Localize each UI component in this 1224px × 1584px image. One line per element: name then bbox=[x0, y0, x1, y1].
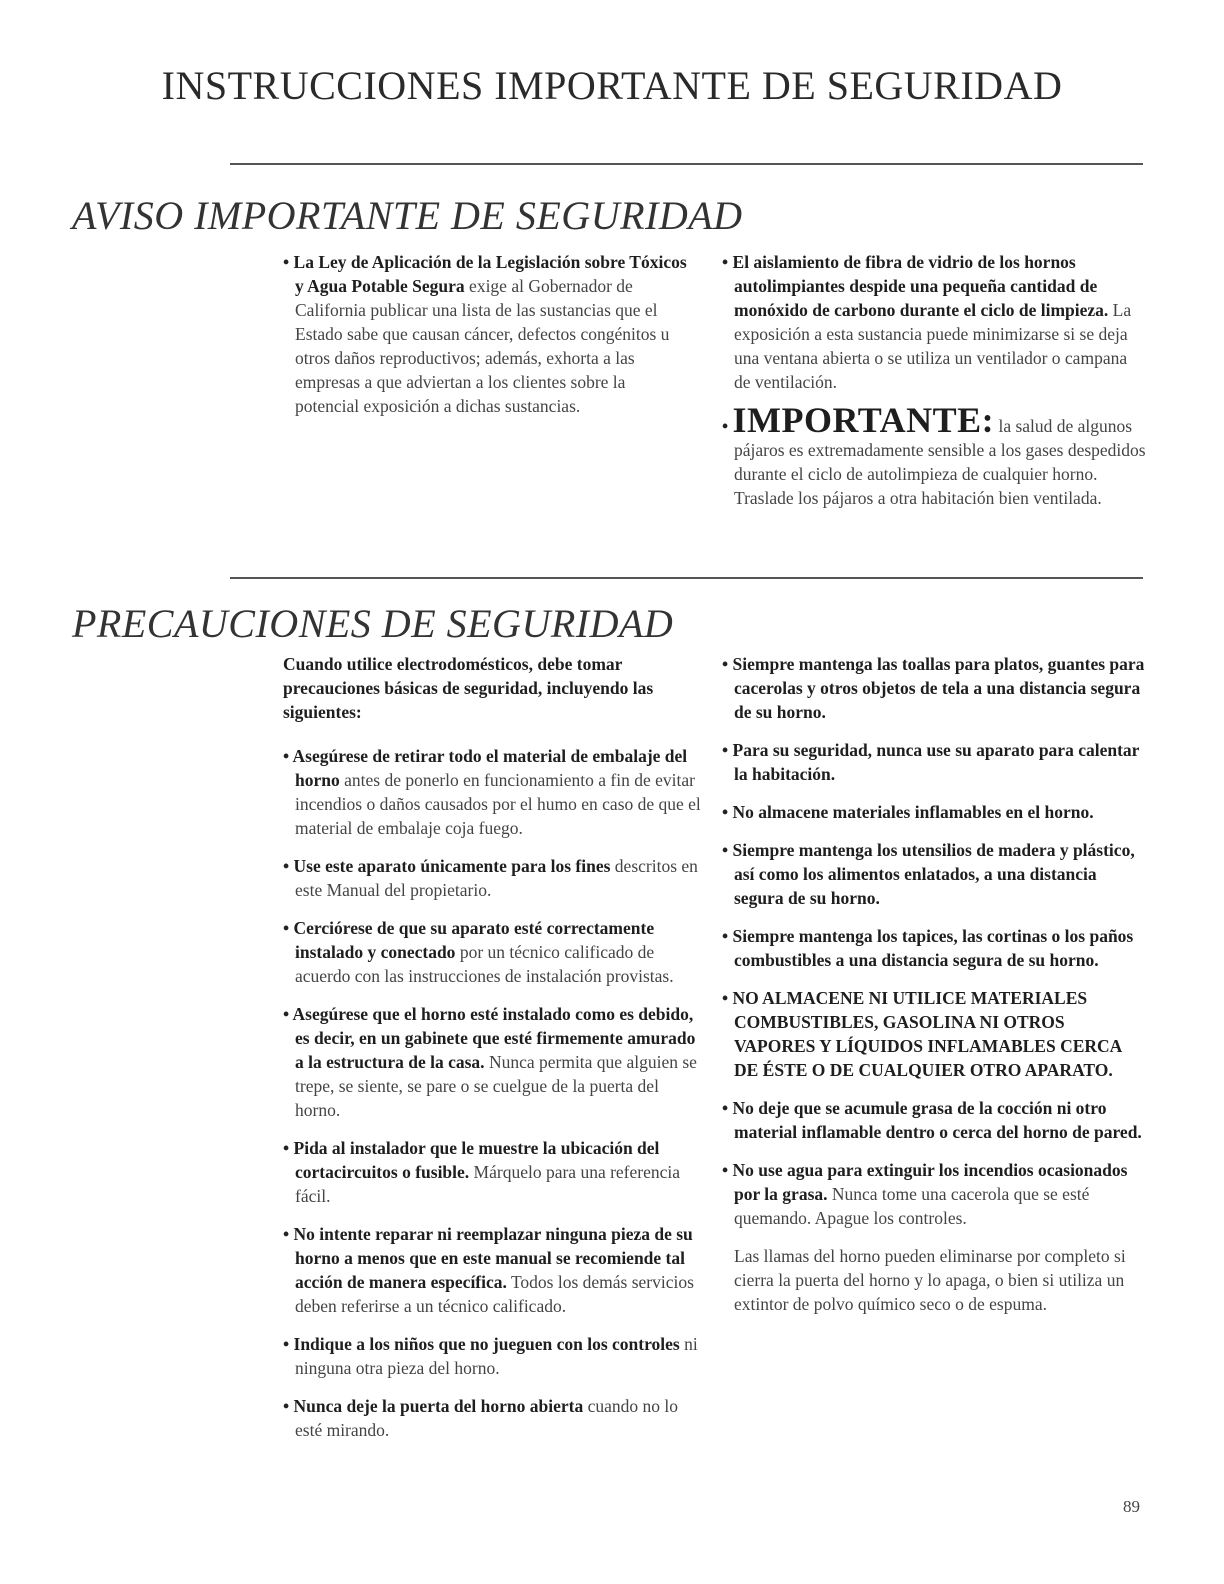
precaution-item bbox=[283, 916, 703, 988]
aviso-right-column bbox=[722, 250, 1147, 524]
precaution-bold: No use agua para extinguir los incendios ocasionados por la grasa. bbox=[732, 1160, 1128, 1204]
precauciones-section-title: PRECAUCIONES DE SEGURIDAD bbox=[72, 601, 674, 646]
precaution-text: antes de ponerlo en funcionamiento a fin de evitar incendios o daños causados por el humo en caso de que el material de embalaje coja fuego. bbox=[295, 770, 701, 838]
precaution-bold: Cerciórese de que su aparato esté correctamente instalado y conectado bbox=[293, 918, 655, 962]
precaution-bold: Nunca deje la puerta del horno abierta bbox=[293, 1396, 584, 1416]
precaution-item bbox=[283, 1394, 703, 1442]
precaution-bold: No almacene materiales inflamables en el horno. bbox=[732, 802, 1094, 822]
precaution-item bbox=[722, 1096, 1147, 1144]
precaution-bold: No deje que se acumule grasa de la cocción ni otro material inflamable dentro o cerca del horno de pared. bbox=[732, 1098, 1142, 1142]
precaution-item bbox=[722, 986, 1147, 1082]
aviso-paragraph-important bbox=[722, 400, 1147, 510]
aviso-section-title: AVISO IMPORTANTE DE SEGURIDAD bbox=[72, 193, 743, 238]
aviso-paragraph-prop65 bbox=[283, 250, 693, 418]
precaution-item bbox=[722, 1158, 1147, 1230]
precaution-item bbox=[722, 924, 1147, 972]
precaution-item bbox=[283, 854, 703, 902]
precaution-bold: Use este aparato únicamente para los fines bbox=[293, 856, 611, 876]
precaution-text: Todos los demás servicios deben referirse a un técnico calificado. bbox=[295, 1272, 694, 1316]
precaution-text: cuando no lo esté mirando. bbox=[295, 1396, 679, 1440]
precaution-text: ni ninguna otra pieza del horno. bbox=[295, 1334, 698, 1378]
aviso-p2-text: La exposición a esta sustancia puede minimizarse si se deja una ventana abierta o se utiliza un ventilador o campana de ventilación. bbox=[734, 300, 1132, 392]
precaution-text: Nunca tome una cacerola que se esté quemando. Apague los controles. bbox=[734, 1184, 1090, 1228]
precaution-item bbox=[283, 744, 703, 840]
precaution-bold: Pida al instalador que le muestre la ubicación del cortacircuitos o fusible. bbox=[293, 1138, 660, 1182]
precaution-bold: Siempre mantenga los utensilios de madera y plástico, así como los alimentos enlatados, a una distancia segura de su horno. bbox=[732, 840, 1135, 908]
precaution-item bbox=[722, 652, 1147, 724]
importante-text: la salud de algunos pájaros es extremadamente sensible a los gases despedidos durante el ciclo de autolimpieza de cualquier horno. Traslade los pájaros a otra habitación bien ventilada. bbox=[734, 416, 1146, 508]
aviso-p1-bold: La Ley de Aplicación de la Legislación sobre Tóxicos y Agua Potable Segura bbox=[293, 252, 687, 296]
precaution-item bbox=[283, 1332, 703, 1380]
precaution-item bbox=[283, 1136, 703, 1208]
precaution-text: Nunca permita que alguien se trepe, se siente, se pare o se cuelgue de la puerta del horno. bbox=[295, 1052, 697, 1120]
fire-extinguish-note: Las llamas del horno pueden eliminarse por completo si cierra la puerta del horno y lo apaga, o bien si utiliza un extintor de polvo químico seco o de espuma. bbox=[734, 1246, 1126, 1314]
precaution-text: por un técnico calificado de acuerdo con las instrucciones de instalación provistas. bbox=[295, 942, 674, 986]
importante-lead: IMPORTANTE: bbox=[732, 400, 995, 440]
aviso-paragraph-insulation bbox=[722, 250, 1147, 394]
precaution-text: descritos en este Manual del propietario. bbox=[295, 856, 698, 900]
precauciones-intro: Cuando utilice electrodomésticos, debe tomar precauciones básicas de seguridad, incluyendo las siguientes: bbox=[283, 654, 654, 722]
precaution-bold: Asegúrese de retirar todo el material de embalaje del horno bbox=[292, 746, 688, 790]
precaution-bold: No intente reparar ni reemplazar ninguna pieza de su horno a menos que en este manual se recomiende tal acción de manera específica. bbox=[293, 1224, 693, 1292]
page-number: 89 bbox=[1123, 1497, 1140, 1516]
header-divider bbox=[230, 163, 1143, 165]
page-header-title: INSTRUCCIONES IMPORTANTE DE SEGURIDAD bbox=[161, 63, 1063, 108]
precaution-bold: Asegúrese que el horno esté instalado como es debido, es decir, en un gabinete que esté firmemente amurado a la estructura de la casa. bbox=[292, 1004, 696, 1072]
precaution-bold: NO ALMACENE NI UTILICE MATERIALES COMBUSTIBLES, GASOLINA NI OTROS VAPORES Y LÍQUIDOS INFLAMABLES CERCA DE ÉSTE O DE CUALQUIER OTRO APARATO. bbox=[732, 988, 1122, 1080]
precaution-item bbox=[722, 838, 1147, 910]
aviso-left-column bbox=[283, 250, 693, 432]
section-divider bbox=[230, 577, 1143, 579]
aviso-p2-bold: El aislamiento de fibra de vidrio de los hornos autolimpiantes despide una pequeña cantidad de monóxido de carbono durante el ciclo de limpieza. bbox=[732, 252, 1109, 320]
precaution-text: Márquelo para una referencia fácil. bbox=[295, 1162, 681, 1206]
precaution-bold: Siempre mantenga las toallas para platos, guantes para cacerolas y otros objetos de tela a una distancia segura de su horno. bbox=[732, 654, 1145, 722]
precauciones-right-column bbox=[722, 652, 1147, 1330]
aviso-p1-text: exige al Gobernador de California publicar una lista de las sustancias que el Estado sabe que causan cáncer, defectos congénitos u otros daños reproductivos; además, exhorta a las empresas a que adviertan a los clientes sobre la potencial exposición a dichas sustancias. bbox=[295, 276, 670, 416]
precaution-bold: Siempre mantenga los tapices, las cortinas o los paños combustibles a una distancia segura de su horno. bbox=[732, 926, 1134, 970]
precaution-bold: Indique a los niños que no jueguen con los controles bbox=[293, 1334, 680, 1354]
precaution-item bbox=[722, 738, 1147, 786]
precaution-item bbox=[283, 1222, 703, 1318]
precaution-item bbox=[283, 1002, 703, 1122]
precaution-item bbox=[722, 800, 1147, 824]
precauciones-left-column bbox=[283, 652, 703, 1456]
precaution-bold: Para su seguridad, nunca use su aparato para calentar la habitación. bbox=[732, 740, 1140, 784]
